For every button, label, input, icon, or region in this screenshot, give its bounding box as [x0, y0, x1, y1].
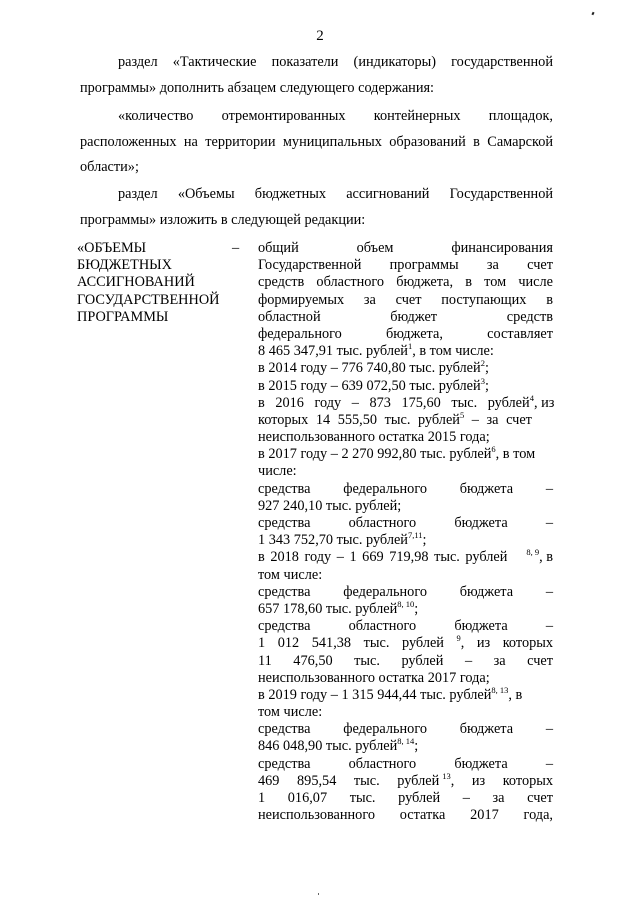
budget-line: неиспользованного остатка 2017 года,	[258, 807, 553, 824]
budget-line	[258, 375, 553, 395]
budget-line	[258, 684, 553, 704]
budget-line	[258, 635, 553, 652]
paragraph-tactical-indicators	[80, 50, 553, 101]
footnote-ref: 8, 10	[397, 598, 415, 609]
budget-line: Государственной программы за счет	[258, 257, 553, 274]
footnote-ref: 13	[442, 770, 451, 781]
budget-line: формируемых за счет поступающих в	[258, 291, 553, 308]
paragraph-text: раздел «Тактические показатели (индикаторы) государственной программы» дополнить абзацем следующего содержания:	[80, 54, 553, 96]
line-text: ;	[484, 377, 489, 394]
budget-line: федерального бюджета, составляет	[258, 325, 553, 342]
paragraph-budget-section	[80, 182, 553, 233]
footnote-ref: 6	[491, 444, 496, 455]
footnote-ref: 8, 14	[397, 736, 415, 747]
line-text: 846 048,90 тыс. рублей	[258, 738, 398, 755]
budget-line	[258, 360, 553, 377]
line-text: в 2014 году – 776 740,80 тыс. рублей	[258, 360, 481, 377]
budget-line: 927 240,10 тыс. рублей;	[258, 497, 402, 514]
line-text: 657 178,60 тыс. рублей	[258, 600, 398, 617]
paragraph-text: «количество отремонтированных контейнерных площадок, расположенных на территории муниципальных образований в Самарской области»;	[80, 108, 553, 175]
line-text: , в том числе:	[412, 343, 494, 360]
line-text: в 2019 году – 1 315 944,44 тыс. рублей	[258, 686, 492, 703]
budget-line: средств областного бюджета, в том числе	[258, 274, 553, 291]
page-number: 2	[316, 28, 324, 44]
heading-line: БЮДЖЕТНЫХ	[77, 257, 172, 274]
footnote-ref: 9	[456, 633, 461, 644]
footnote-ref: 7,11	[407, 530, 423, 541]
heading-line: АССИГНОВАНИЙ	[77, 274, 195, 291]
budget-line	[258, 409, 553, 429]
paragraph-text: раздел «Объемы бюджетных ассигнований Государственной программы» изложить в следующей редакции:	[80, 186, 553, 228]
budget-line	[258, 770, 553, 790]
budget-line	[258, 549, 553, 566]
budget-line	[258, 343, 553, 360]
line-text: в 2015 году – 639 072,50 тыс. рублей	[258, 377, 481, 394]
scan-mark	[591, 12, 594, 16]
budget-line: неиспользованного остатка 2015 года;	[258, 429, 490, 446]
line-text: в 2016 году – 873 175,60 тыс. рублей	[258, 394, 530, 411]
budget-line	[258, 392, 555, 412]
budget-line: том числе:	[258, 704, 323, 721]
line-text: , в том	[495, 446, 536, 463]
footnote-ref: 5	[459, 409, 465, 420]
budget-line: том числе:	[258, 566, 323, 583]
footnote-ref: 3	[480, 375, 485, 386]
line-text: в 2017 году – 2 270 992,80 тыс. рублей	[258, 446, 492, 463]
budget-line	[258, 598, 553, 618]
heading-line: ГОСУДАРСТВЕННОЙ	[77, 291, 220, 308]
budget-line	[258, 738, 553, 755]
line-text: 1 343 752,70 тыс. рублей	[258, 532, 408, 549]
heading-line: ПРОГРАММЫ	[77, 308, 169, 325]
budget-line: числе:	[258, 463, 297, 480]
section-heading	[77, 240, 232, 326]
budget-line: 11 476,50 тыс. рублей – за счет	[258, 652, 553, 669]
line-text: в 2018 году – 1 669 719,98 тыс. рублей	[258, 549, 508, 566]
line-text: – за счет	[464, 411, 532, 428]
line-text: , в	[539, 549, 553, 566]
scan-dot	[318, 893, 319, 895]
line-text: ;	[414, 738, 419, 755]
budget-line: неиспользованного остатка 2017 года;	[258, 669, 490, 686]
line-text: ;	[484, 360, 489, 377]
line-text: 8 465 347,91 тыс. рублей	[258, 343, 408, 360]
line-text: , в	[508, 686, 523, 703]
budget-line: средства федерального бюджета –	[258, 480, 553, 497]
line-text: 469 895,54 тыс. рублей	[258, 772, 440, 789]
footnote-ref: 8, 13	[491, 684, 509, 695]
footnote-ref: 8, 9	[526, 547, 540, 558]
budget-line	[258, 532, 553, 549]
line-text: 1 012 541,38 тыс. рублей	[258, 635, 444, 652]
footnote-ref: 4	[529, 392, 534, 403]
budget-line: средства федерального бюджета –	[258, 721, 553, 738]
budget-line: областной бюджет средств	[258, 308, 553, 325]
budget-line: средства областного бюджета –	[258, 515, 553, 531]
line-text: , из которых	[460, 635, 553, 652]
heading-line: «ОБЪЕМЫ	[77, 240, 147, 256]
budget-line: средства областного бюджета –	[258, 755, 553, 772]
footnote-ref: 2	[480, 358, 485, 369]
line-text: ;	[422, 532, 427, 549]
line-text: ;	[414, 600, 419, 617]
heading-dash: –	[232, 240, 240, 256]
budget-line: 1 016,07 тыс. рублей – за счет	[258, 790, 553, 806]
budget-line: средства федерального бюджета –	[258, 583, 553, 600]
budget-line: общий объем финансирования	[258, 240, 553, 256]
line-text: которых 14 555,50 тыс. рублей	[258, 411, 460, 428]
line-text: , из которых	[450, 772, 553, 789]
budget-text	[258, 240, 553, 824]
budget-line	[258, 446, 553, 463]
budget-line: средства областного бюджета –	[258, 618, 553, 635]
footnote-ref: 1	[407, 341, 413, 352]
paragraph-container-sites	[80, 104, 553, 181]
line-text: , из	[533, 394, 555, 411]
